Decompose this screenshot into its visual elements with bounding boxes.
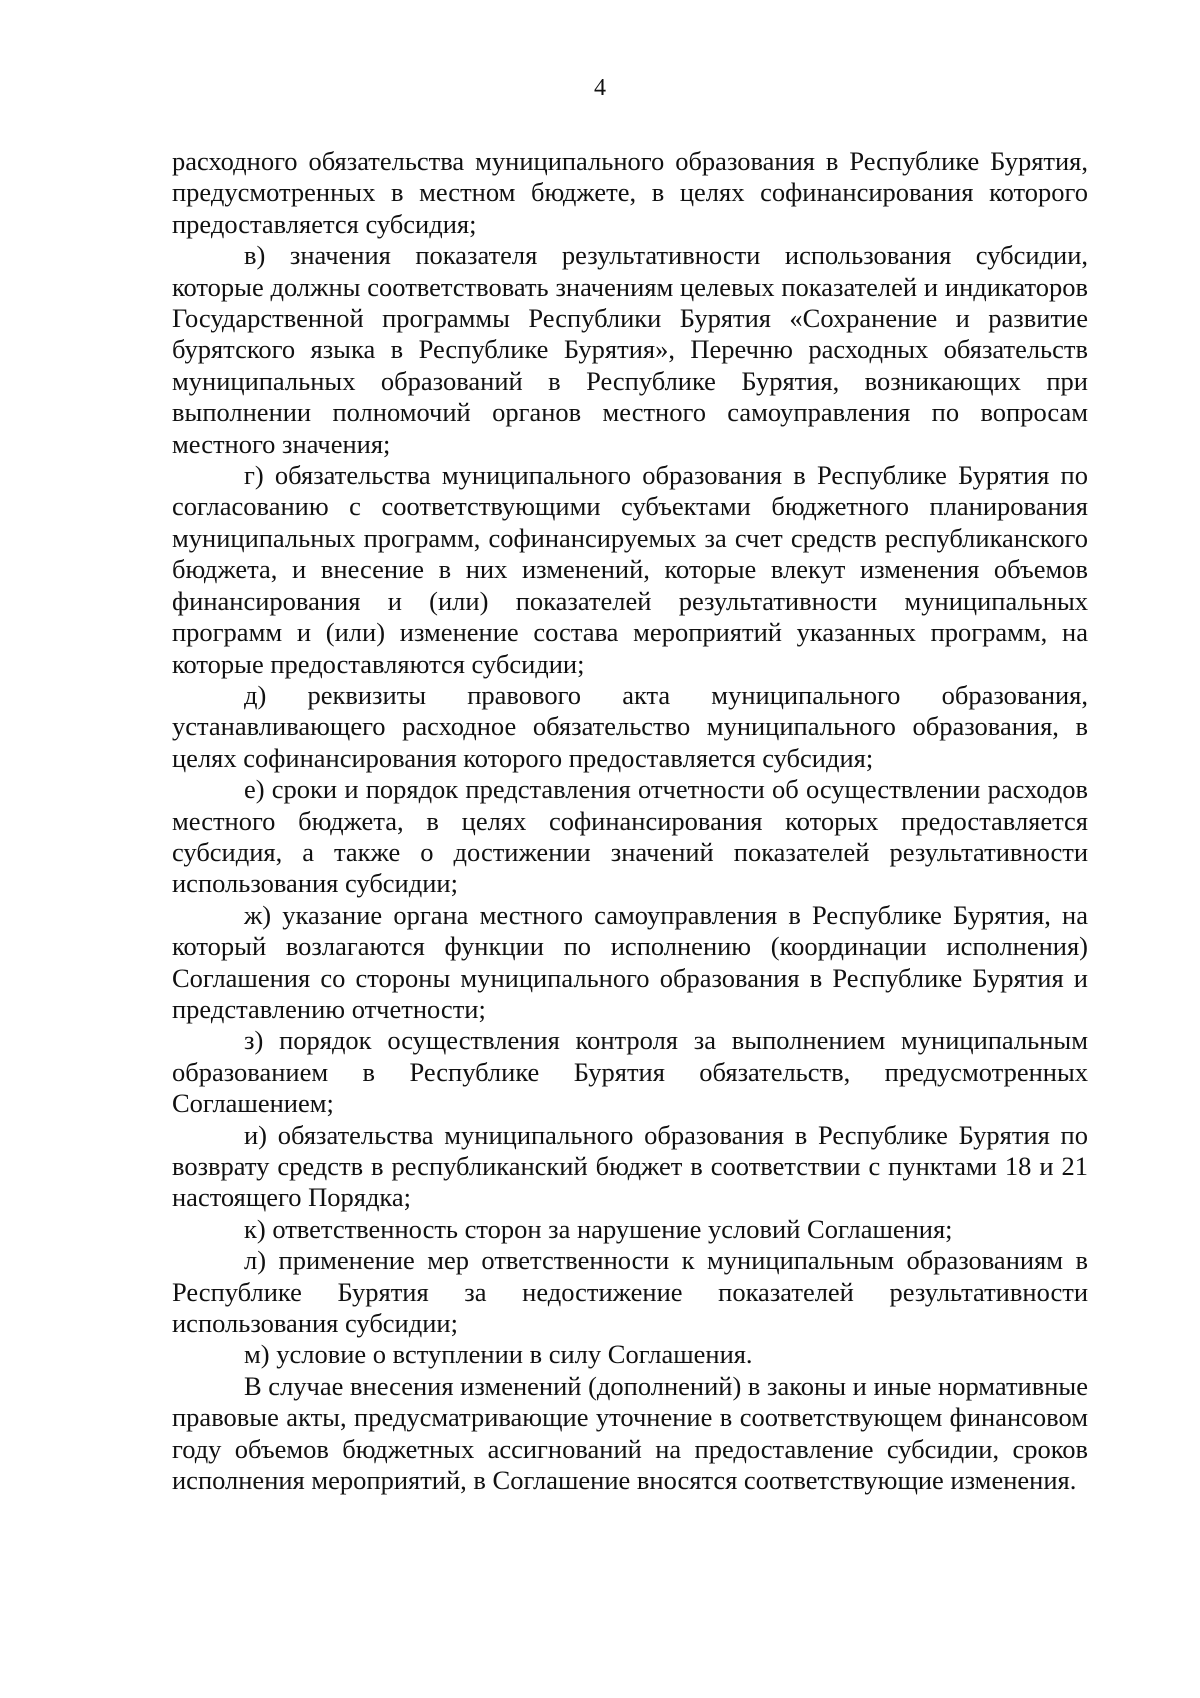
paragraph-item-i: и) обязательства муниципального образования в Республике Бурятия по возврату средств в республиканский бюджет в соответствии с пунктами 18 и 21 настоящего Порядка; — [172, 1119, 1088, 1213]
document-body — [172, 146, 1088, 1496]
paragraph-item-k: к) ответственность сторон за нарушение условий Соглашения; — [244, 1213, 953, 1244]
paragraph-item-l: л) применение мер ответственности к муниципальным образованиям в Республике Бурятия за недостижение показателей результативности использования субсидии; — [172, 1245, 1088, 1339]
paragraph-amendments: В случае внесения изменений (дополнений) в законы и иные нормативные правовые акты, предусматривающие уточнение в соответствующем финансовом году объемов бюджетных ассигнований на предоставление субсидии, сроков исполнения мероприятий, в Соглашение вносятся соответствующие изменения. — [172, 1370, 1088, 1496]
paragraph-continuation: расходного обязательства муниципального образования в Республике Бурятия, предусмотренных в местном бюджете, в целях софинансирования которого предоставляется субсидия; — [172, 146, 1088, 239]
page-number: 4 — [594, 75, 606, 101]
paragraph-item-zh: ж) указание органа местного самоуправления в Республике Бурятия, на который возлагаются функции по исполнению (координации исполнения) Соглашения со стороны муниципального образования в Республике Бурятия и представлению отчетности; — [172, 899, 1088, 1024]
paragraph-item-m: м) условие о вступлении в силу Соглашения. — [244, 1339, 753, 1370]
paragraph-item-d: д) реквизиты правового акта муниципального образования, устанавливающего расходное обязательство муниципального образования, в целях софинансирования которого предоставляется субсидия; — [172, 679, 1088, 773]
paragraph-item-e: е) сроки и порядок представления отчетности об осуществлении расходов местного бюджета, в целях софинансирования которых предоставляется субсидия, а также о достижении значений показателей результативности использования субсидии; — [172, 774, 1088, 899]
paragraph-item-v: в) значения показателя результативности использования субсидии, которые должны соответствовать значениям целевых показателей и индикаторов Государственной программы Республики Бурятия «Сохранение и развитие бурятского языка в Республике Бурятия», Перечню расходных обязательств муниципальных образований в Республике Бурятия, возникающих при выполнении полномочий органов местного самоуправления по вопросам местного значения; — [172, 240, 1088, 459]
paragraph-item-g: г) обязательства муниципального образования в Республике Бурятия по согласованию с соответствующими субъектами бюджетного планирования муниципальных программ, софинансируемых за счет средств республиканского бюджета, и внесение в них изменений, которые влекут изменения объемов финансирования и (или) показателей результативности муниципальных программ и (или) изменение состава мероприятий указанных программ, на которые предоставляются субсидии; — [172, 460, 1088, 679]
paragraph-item-z: з) порядок осуществления контроля за выполнением муниципальным образованием в Республике Бурятия обязательств, предусмотренных Соглашением; — [172, 1025, 1088, 1119]
